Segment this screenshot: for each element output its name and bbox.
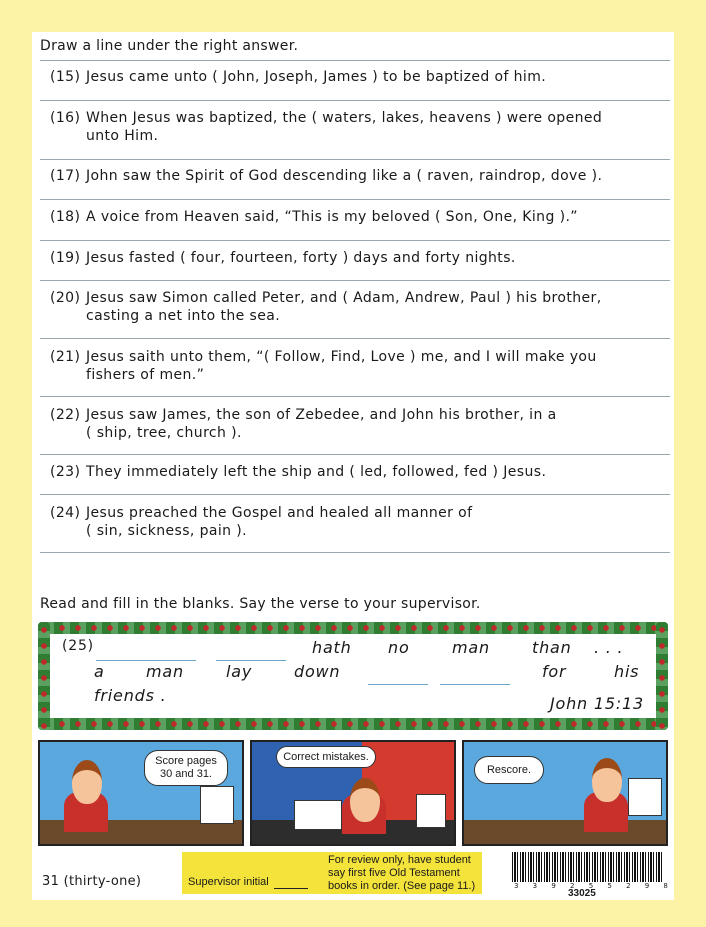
workbook — [294, 800, 342, 830]
student-head — [72, 760, 102, 804]
verse-reference: John 15:13 — [550, 694, 644, 713]
speech-bubble: Score pages 30 and 31. — [144, 750, 228, 786]
section-instruction: Draw a line under the right answer. — [40, 38, 299, 54]
verse-word: man — [452, 638, 490, 657]
divider — [40, 60, 670, 61]
verse-word: a — [94, 662, 105, 681]
fill-blank[interactable] — [368, 684, 428, 685]
question-text: Jesus came unto ( John, Joseph, James ) to be baptized of him. — [86, 69, 547, 85]
question-text: Jesus fasted ( four, fourteen, forty ) days and forty nights. — [86, 250, 516, 266]
verse-word: his — [614, 662, 640, 681]
verse-ellipsis: . . . — [594, 638, 624, 657]
fill-blank[interactable] — [96, 660, 196, 661]
verse-word: for — [542, 662, 567, 681]
holly-border-top — [38, 622, 668, 634]
question-20 — [50, 289, 650, 325]
question-15 — [50, 68, 650, 86]
score-card — [628, 778, 662, 816]
question-number: (23) — [50, 464, 81, 480]
verse-word: than — [532, 638, 572, 657]
question-24 — [50, 504, 650, 540]
desk — [464, 820, 666, 844]
verse-word: lay — [226, 662, 253, 681]
question-number: (21) — [50, 349, 81, 365]
question-text: A voice from Heaven said, “This is my beloved ( Son, One, King ).” — [86, 209, 578, 225]
question-18 — [50, 208, 650, 226]
question-number: (16) — [50, 110, 81, 126]
question-number: (15) — [50, 69, 81, 85]
question-number: (24) — [50, 505, 81, 521]
divider — [40, 159, 670, 160]
verse-word: hath — [312, 638, 352, 657]
divider — [40, 552, 670, 553]
student-head — [350, 778, 380, 822]
review-note: For review only, have student say first five Old Testament books in order. (See page 11.) — [328, 854, 476, 892]
divider — [40, 454, 670, 455]
fill-blank[interactable] — [216, 660, 286, 661]
comic-panel-score — [38, 740, 244, 846]
verse-instruction: Read and fill in the blanks. Say the verse to your supervisor. — [40, 596, 481, 612]
speech-bubble: Rescore. — [474, 756, 544, 784]
question-text: John saw the Spirit of God descending like a ( raven, raindrop, dove ). — [86, 168, 603, 184]
supervisor-label: Supervisor initial — [188, 876, 269, 888]
comic-panel-correct — [250, 740, 456, 846]
question-text: When Jesus was baptized, the ( waters, lakes, heavens ) were opened unto Him. — [86, 110, 603, 144]
workbook-page — [32, 32, 674, 900]
question-number: (22) — [50, 407, 81, 423]
barcode — [512, 852, 662, 882]
score-card — [416, 794, 446, 828]
verse-word: down — [294, 662, 341, 681]
speech-bubble: Correct mistakes. — [276, 746, 376, 768]
score-card — [200, 786, 234, 824]
divider — [40, 396, 670, 397]
verse-word: man — [146, 662, 184, 681]
question-16 — [50, 109, 650, 145]
question-number: (18) — [50, 209, 81, 225]
divider — [40, 240, 670, 241]
verse-box — [38, 622, 668, 730]
question-22 — [50, 406, 650, 442]
question-text: Jesus saw James, the son of Zebedee, and John his brother, in a ( ship, tree, church ). — [86, 407, 557, 441]
verse-number: (25) — [62, 638, 94, 654]
student-head — [592, 758, 622, 802]
holly-border-left — [38, 622, 50, 730]
divider — [40, 280, 670, 281]
supervisor-box — [182, 852, 482, 894]
question-text: They immediately left the ship and ( led, followed, fed ) Jesus. — [86, 464, 547, 480]
question-text: Jesus saith unto them, “( Follow, Find, Love ) me, and I will make you fishers of men.” — [86, 349, 597, 383]
fill-blank[interactable] — [440, 684, 510, 685]
holly-border-right — [656, 622, 668, 730]
supervisor-initial-blank[interactable] — [274, 888, 308, 889]
question-number: (20) — [50, 290, 81, 306]
question-23 — [50, 463, 650, 481]
question-text: Jesus saw Simon called Peter, and ( Adam, Andrew, Paul ) his brother, casting a net into the sea. — [86, 290, 602, 324]
question-21 — [50, 348, 650, 384]
question-number: (17) — [50, 168, 81, 184]
divider — [40, 199, 670, 200]
divider — [40, 338, 670, 339]
question-text: Jesus preached the Gospel and healed all manner of ( sin, sickness, pain ). — [86, 505, 473, 539]
divider — [40, 494, 670, 495]
holly-border-bottom — [38, 718, 668, 730]
verse-word: friends . — [94, 686, 167, 705]
barcode-code: 33025 — [568, 888, 596, 899]
question-17 — [50, 167, 650, 185]
comic-panel-rescore — [462, 740, 668, 846]
page-number: 31 (thirty-one) — [42, 874, 142, 889]
verse-word: no — [388, 638, 410, 657]
question-19 — [50, 249, 650, 267]
question-number: (19) — [50, 250, 81, 266]
divider — [40, 100, 670, 101]
barcode-digits: 3 3 9 2 5 5 2 9 8 — [514, 882, 674, 890]
